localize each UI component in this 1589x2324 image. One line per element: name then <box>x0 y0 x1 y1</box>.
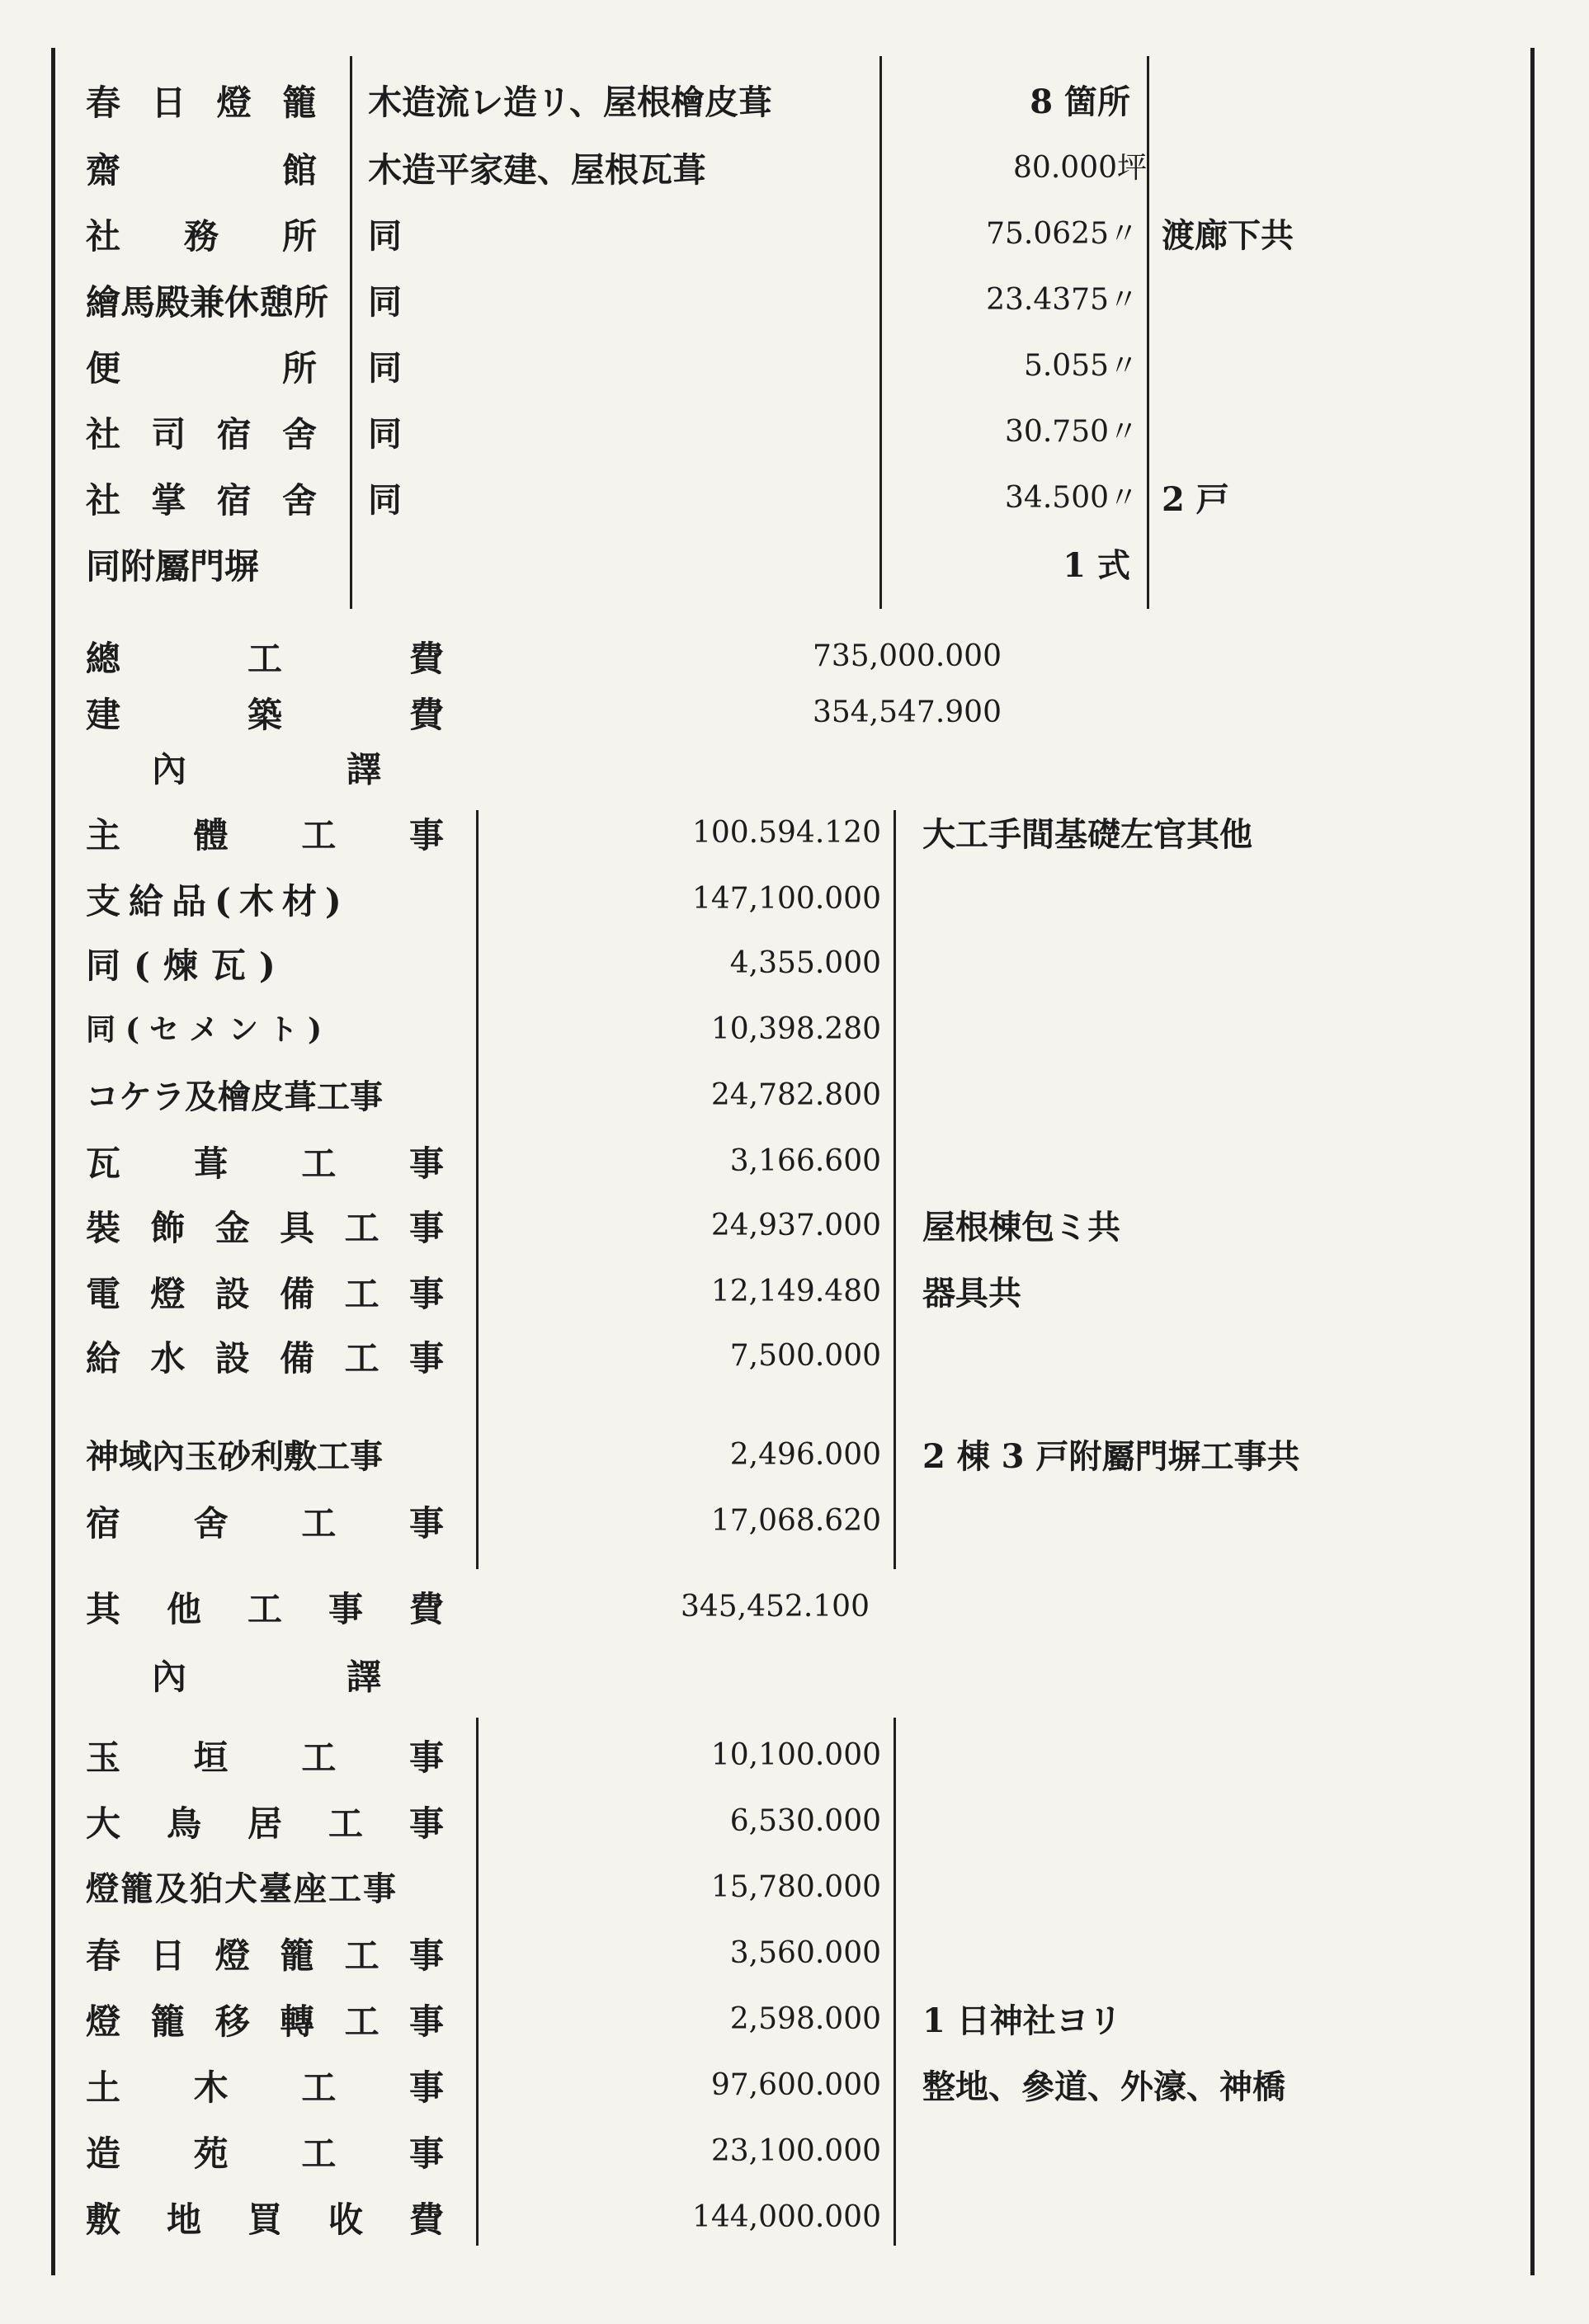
building-desc: 同 <box>368 216 402 256</box>
construction-item-name: 同(煉瓦) <box>86 945 289 986</box>
building-desc: 同 <box>368 282 402 322</box>
building-name: 春 日 燈 籠 <box>86 82 317 123</box>
construction-item-name: 主 體 工 事 <box>86 815 444 856</box>
construction-item-value: 2,496.000 <box>729 1438 881 1472</box>
construction-item-name: 神域內玉砂利敷工事 <box>86 1437 383 1476</box>
building-desc: 同 <box>368 348 402 388</box>
building-note: 渡廊下共 <box>1162 216 1294 255</box>
building-name: 社 司 宿 舍 <box>86 414 317 455</box>
construction-breakdown-label: 內 譯 <box>152 749 381 790</box>
building-desc: 木造平家建、屋根瓦葺 <box>368 150 706 190</box>
other-item-name: 造 苑 工 事 <box>86 2133 444 2174</box>
other-item-value: 2,598.000 <box>729 2002 881 2036</box>
building-name: 同附屬門塀 <box>86 546 260 587</box>
building-name: 便 所 <box>86 348 317 389</box>
building-name: 社 務 所 <box>86 216 317 257</box>
building-note: 2 戸 <box>1162 480 1229 519</box>
other-divider-1 <box>476 1718 479 2246</box>
other-breakdown-label: 內 譯 <box>152 1657 381 1697</box>
construction-label: 建 築 費 <box>86 695 444 735</box>
construction-divider-2 <box>894 810 896 1569</box>
other-item-note: 1 日神社ヨリ <box>922 2001 1122 2040</box>
other-item-name: 大 鳥 居 工 事 <box>86 1803 444 1844</box>
construction-item-value: 10,398.280 <box>710 1012 881 1046</box>
construction-item-value: 3,166.600 <box>729 1144 881 1178</box>
other-item-value: 10,100.000 <box>710 1738 881 1772</box>
right-border <box>1530 48 1535 2275</box>
building-qty: 34.500〃 <box>1005 481 1139 515</box>
other-item-value: 6,530.000 <box>729 1804 881 1838</box>
other-divider-2 <box>894 1718 896 2246</box>
construction-item-value: 7,500.000 <box>729 1339 881 1373</box>
other-item-name: 春 日 燈 籠 工 事 <box>86 1935 444 1976</box>
construction-item-note: 屋根棟包ミ共 <box>922 1208 1120 1247</box>
construction-item-name: 瓦 葺 工 事 <box>86 1143 444 1184</box>
building-qty: 75.0625〃 <box>986 217 1139 251</box>
building-name: 社 掌 宿 舍 <box>86 480 317 521</box>
construction-item-name: 宿 舍 工 事 <box>86 1503 444 1544</box>
other-item-value: 3,560.000 <box>729 1936 881 1970</box>
construction-item-name: 電 燈 設 備 工 事 <box>86 1274 444 1314</box>
building-qty: 80.000坪 <box>1013 151 1147 185</box>
other-value: 345,452.100 <box>680 1590 870 1624</box>
building-qty: 30.750〃 <box>1005 415 1139 449</box>
construction-item-name: 給 水 設 備 工 事 <box>86 1338 444 1379</box>
total-value: 735,000.000 <box>812 639 1002 673</box>
construction-item-note: 大工手間基礎左官其他 <box>922 815 1252 854</box>
other-item-value: 97,600.000 <box>710 2068 881 2102</box>
construction-item-name: 支給品(木材) <box>86 881 350 922</box>
other-label: 其 他 工 事 費 <box>86 1589 444 1629</box>
building-name: 繪馬殿兼休憩所 <box>86 282 329 323</box>
building-qty: 5.055〃 <box>1023 349 1139 383</box>
other-item-value: 23,100.000 <box>710 2134 881 2168</box>
total-label: 總 工 費 <box>86 639 444 679</box>
building-qty: 23.4375〃 <box>986 283 1139 317</box>
building-qty: 1 式 <box>1063 546 1130 585</box>
construction-item-note: 2 棟 3 戸附屬門塀工事共 <box>922 1437 1300 1476</box>
construction-item-name: 裝 飾 金 具 工 事 <box>86 1208 444 1248</box>
building-desc: 木造流レ造リ、屋根檜皮葺 <box>368 82 772 122</box>
construction-item-note: 器具共 <box>922 1274 1021 1313</box>
other-item-name: 敷 地 買 收 費 <box>86 2199 444 2240</box>
construction-item-value: 100.594.120 <box>691 816 881 850</box>
construction-item-value: 12,149.480 <box>710 1275 881 1308</box>
building-desc: 同 <box>368 480 402 520</box>
buildings-divider-2 <box>879 56 882 609</box>
other-item-value: 15,780.000 <box>710 1870 881 1904</box>
construction-item-name: コケラ及檜皮葺工事 <box>86 1077 383 1116</box>
construction-item-name: 同(セメント) <box>86 1012 332 1047</box>
construction-divider-1 <box>476 810 479 1569</box>
construction-item-value: 24,937.000 <box>710 1209 881 1242</box>
other-item-name: 燈籠及狛犬臺座工事 <box>86 1869 398 1908</box>
other-item-name: 土 木 工 事 <box>86 2067 444 2108</box>
left-border <box>51 48 55 2275</box>
construction-item-value: 17,068.620 <box>710 1504 881 1538</box>
building-name: 齋 館 <box>86 150 317 191</box>
building-desc: 同 <box>368 414 402 454</box>
construction-item-value: 4,355.000 <box>729 946 881 980</box>
construction-item-value: 147,100.000 <box>691 882 881 916</box>
other-item-value: 144,000.000 <box>691 2200 881 2234</box>
construction-value: 354,547.900 <box>812 695 1002 729</box>
buildings-divider-1 <box>350 56 352 609</box>
construction-item-value: 24,782.800 <box>710 1078 881 1112</box>
other-item-note: 整地、參道、外濠、神橋 <box>922 2067 1285 2106</box>
buildings-divider-3 <box>1147 56 1149 609</box>
building-qty: 8 箇所 <box>1030 82 1130 121</box>
other-item-name: 玉 垣 工 事 <box>86 1737 444 1778</box>
other-item-name: 燈 籠 移 轉 工 事 <box>86 2001 444 2042</box>
